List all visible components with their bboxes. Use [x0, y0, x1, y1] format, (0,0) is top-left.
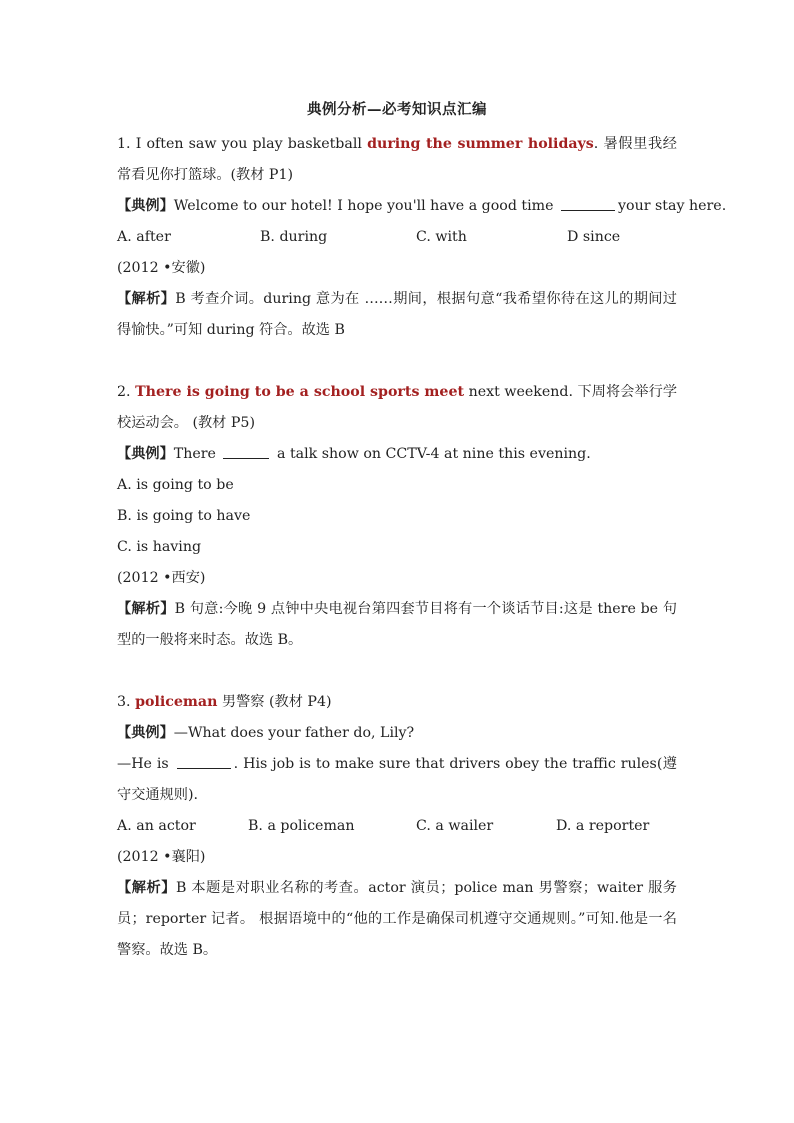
q2-analysis-label: 【解析】	[117, 601, 175, 617]
q1-statement	[117, 129, 677, 191]
q2-text-after: next weekend. 下周将会举行学校运动会。 (教材 P5)	[117, 384, 678, 431]
q2-option-c[interactable]: C. is having	[117, 539, 202, 555]
q1-text-after: . 暑假里我经常看见你打篮球。(教材 P1)	[117, 136, 677, 183]
q2-option-a[interactable]: A. is going to be	[117, 477, 234, 493]
q2-option-b[interactable]: B. is going to have	[117, 508, 251, 524]
q2-example-after: a talk show on CCTV-4 at nine this evening.	[276, 446, 591, 462]
q2-analysis-text: B 句意:今晚 9 点钟中央电视台第四套节目将有一个谈话节目:这是 there be 句型的一般将来时态。故选 B。	[117, 601, 677, 648]
q2-source: (2012 •西安)	[117, 570, 206, 586]
q1-option-a[interactable]: A. after	[117, 229, 171, 245]
q1-analysis-text: B 考查介词。during 意为在 ……期间，根据句意“我希望你待在这儿的期间过得愉快。”可知 during 符合。故选 B	[117, 291, 677, 338]
q3-answer-blank[interactable]	[177, 754, 231, 769]
q3-option-a[interactable]: A. an actor	[117, 818, 196, 834]
q1-options	[117, 222, 677, 253]
q1-example	[117, 191, 727, 222]
q3-text-after: 男警察 (教材 P4)	[217, 694, 332, 710]
q2-example	[117, 439, 677, 470]
q3-highlight: policeman	[135, 694, 218, 710]
q3-number: 3.	[117, 694, 131, 710]
q2-number: 2.	[117, 384, 131, 400]
question-3	[117, 687, 677, 966]
q1-analysis	[117, 284, 677, 346]
document-page	[117, 98, 727, 966]
spacer	[117, 656, 677, 687]
q1-highlight: during the summer holidays	[367, 136, 594, 152]
q1-number: 1.	[117, 136, 131, 152]
q1-example-before: Welcome to our hotel! I hope you'll have a good time	[173, 198, 554, 214]
q3-analysis-text: B 本题是对职业名称的考查。actor 演员；police man 男警察；waiter 服务员；reporter 记者。 根据语境中的“他的工作是确保司机遵守交通规则。”可知.他是一名警察。故选 B。	[117, 880, 677, 958]
q1-example-after: your stay here.	[618, 198, 727, 214]
q3-source: (2012 •襄阳)	[117, 849, 206, 865]
spacer	[117, 346, 677, 377]
q3-example-line2	[117, 749, 677, 811]
q2-statement	[117, 377, 677, 439]
q3-example-before: —He is	[117, 756, 169, 772]
q2-example-label: 【典例】	[117, 446, 174, 462]
q3-option-d[interactable]: D. a reporter	[556, 818, 650, 834]
q3-analysis	[117, 873, 677, 966]
q2-analysis	[117, 594, 677, 656]
q3-example-after: . His job is to make sure that drivers obey the traffic rules(遵守交通规则).	[117, 756, 677, 803]
q3-option-b[interactable]: B. a policeman	[248, 818, 355, 834]
q3-options	[117, 811, 677, 842]
q3-example	[117, 718, 677, 749]
q1-example-label: 【典例】	[117, 198, 174, 214]
q1-option-b[interactable]: B. during	[260, 229, 328, 245]
q3-option-c[interactable]: C. a wailer	[416, 818, 494, 834]
q2-highlight: There is going to be a school sports meet	[135, 384, 465, 400]
q3-statement	[117, 687, 677, 718]
q1-analysis-label: 【解析】	[117, 291, 176, 307]
q2-answer-blank[interactable]	[223, 444, 269, 459]
q1-source: (2012 •安徽)	[117, 260, 206, 276]
q3-example-label: 【典例】	[117, 725, 174, 741]
q1-option-c[interactable]: C. with	[416, 229, 467, 245]
page-title: 典例分析—必考知识点汇编	[307, 101, 487, 118]
q1-text-before: I often saw you play basketball	[135, 136, 362, 152]
q3-example-line1: —What does your father do, Lily?	[173, 725, 415, 741]
q3-analysis-label: 【解析】	[117, 880, 176, 896]
q1-option-d[interactable]: D since	[567, 229, 621, 245]
q2-example-before: There	[173, 446, 216, 462]
question-1	[117, 129, 727, 346]
question-2	[117, 377, 677, 656]
q1-answer-blank[interactable]	[561, 196, 615, 211]
